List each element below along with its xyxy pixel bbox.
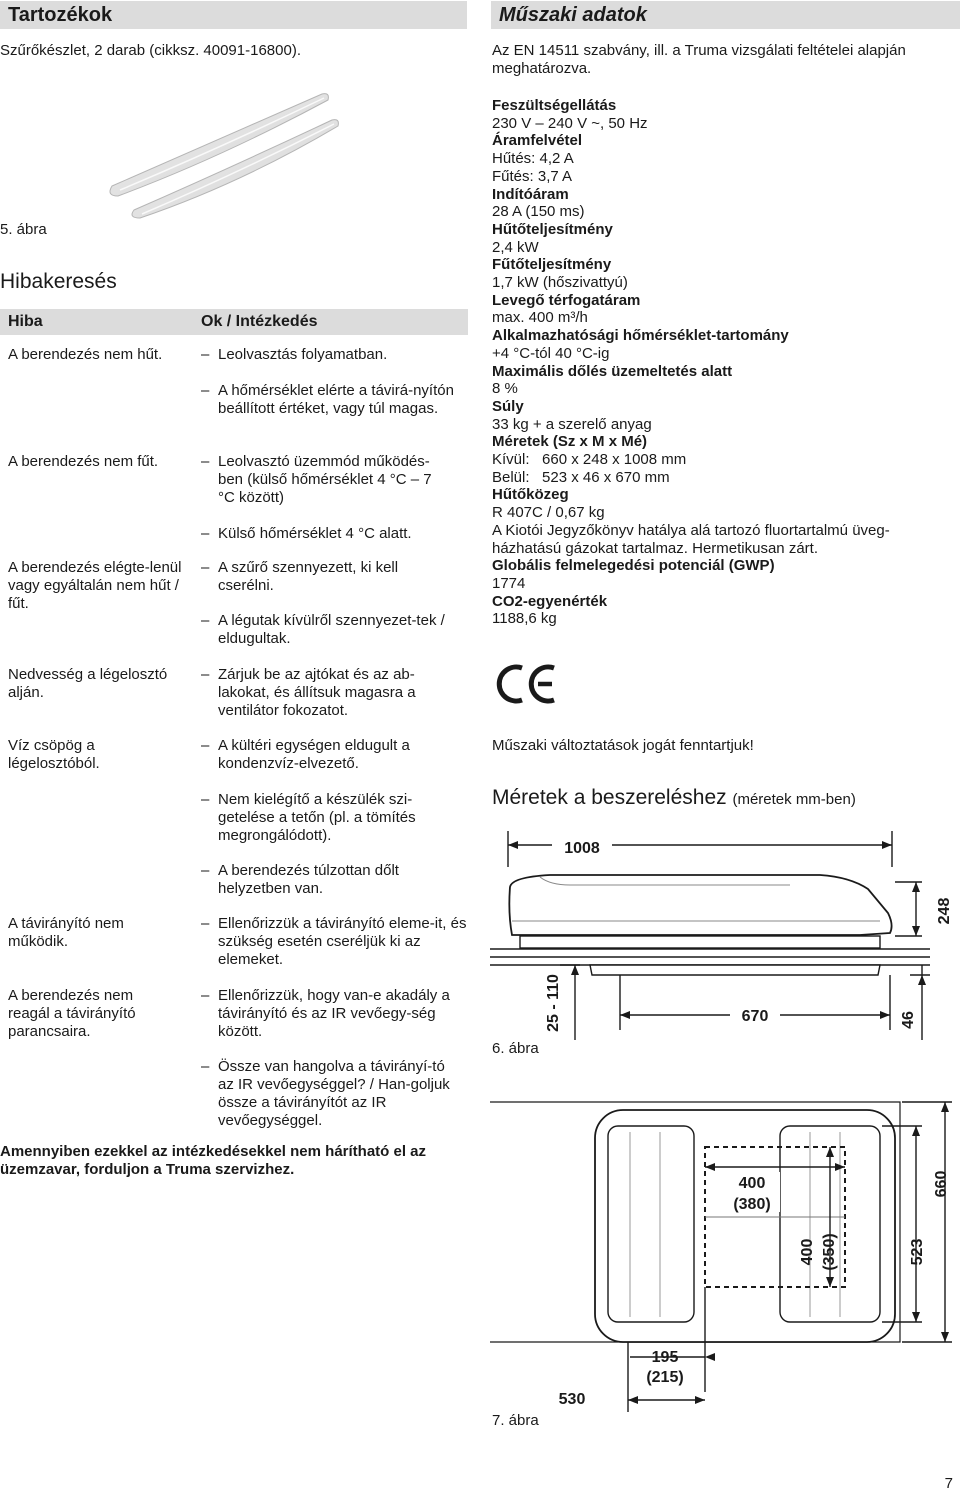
spec-label: Hűtőközeg (492, 486, 569, 504)
troubleshooting-heading: Hibakeresés (0, 270, 117, 293)
action-item: – A hőmérséklet elérte a távirá-nyítón beállított értéket, vagy túl magas. (201, 382, 454, 417)
problem-not-cooling: A berendezés nem hűt. (8, 346, 163, 363)
figure-7-caption: 7. ábra (492, 1412, 539, 1429)
action-item: – Külső hőmérséklet 4 °C alatt. (201, 525, 412, 542)
dim-inner-length-label: 670 (741, 1008, 769, 1025)
action-item: – Ellenőrizzük, hogy van-e akadály a távirányító és az IR vevőegy-ség között. (201, 987, 450, 1040)
technical-header-bar (491, 1, 960, 29)
spec-value: Hűtés: 4,2 A (492, 150, 574, 168)
spec-value: 1774 (492, 574, 526, 592)
filter-illustration (100, 88, 340, 223)
problem-water-dripping: Víz csöpög a légelosztóból. (8, 737, 100, 772)
dim-roof-label: 25 - 110 (545, 974, 562, 1032)
spec-value: max. 400 m³/h (492, 309, 588, 327)
spec-value: 1188,6 kg (492, 610, 557, 628)
dimensions-title: Méretek a beszereléshez (492, 786, 727, 809)
dim-cut-height-alt: (350) (821, 1233, 838, 1271)
spec-label: Maximális dőlés üzemeltetés alatt (492, 362, 733, 380)
figure-7-top-view (490, 1092, 960, 1417)
figure-6-side-view (490, 825, 960, 1060)
spec-label: Globális felmelegedési potenciál (GWP) (492, 557, 775, 575)
spec-label: Méretek (Sz x M x Mé) (492, 433, 648, 451)
spec-label: Áramfelvétel (492, 132, 583, 150)
dimensions-heading (492, 786, 856, 810)
action-item: – Össze van hangolva a távirányí-tó az IR vevőegységgel? / Han-goljuk össze a távirányítót az IR vevőegységgel. (201, 1058, 450, 1129)
spec-label: Indítóáram (492, 185, 569, 203)
spec-value: Kívül: 660 x 248 x 1008 mm (492, 451, 687, 469)
accessories-text: Szűrőkészlet, 2 darab (cikksz. 40091-16800). (0, 42, 301, 59)
ce-mark-icon (492, 662, 558, 706)
spec-value: 2,4 kW (492, 238, 539, 256)
problem-no-response: A berendezés nem reagál a távirányító parancsaira. (8, 987, 136, 1040)
troubleshooting-table-header (0, 309, 468, 335)
dimensions-subtitle: (méretek mm-ben) (732, 791, 856, 808)
dim-front: 530 (558, 1391, 586, 1408)
problem-moisture: Nedvesség a légelosztó alján. (8, 666, 168, 701)
technical-heading: Műszaki adatok (499, 4, 647, 26)
spec-value: 8 % (492, 380, 518, 398)
spec-value: R 407C / 0,67 kg (492, 504, 605, 522)
action-item: – Leolvasztó üzemmód működés-ben (külső hőmérséklet 4 °C – 7 °C között) (201, 453, 432, 506)
spec-value: A Kiotói Jegyzőkönyv hatálya alá tartozó fluortartalmú üveg-házhatású gázokat tartalmaz. Hermetikusan zárt. (492, 521, 890, 557)
spec-label: Feszültségellátás (492, 97, 617, 114)
spec-label: CO2-egyenérték (492, 592, 608, 610)
accessories-heading: Tartozékok (8, 4, 113, 26)
spec-value: 1,7 kW (hőszivattyú) (492, 274, 628, 292)
action-item: – A berendezés túlzottan dőlt helyzetben van. (201, 862, 399, 897)
spec-label: Fűtőteljesítmény (492, 256, 612, 274)
action-item: – Ellenőrizzük a távirányító eleme-it, és szükség esetén cseréljük ki az elemeket. (201, 915, 467, 968)
spec-value: Fűtés: 3,7 A (492, 167, 573, 185)
page-number: 7 (944, 1475, 953, 1492)
dim-height-label: 248 (936, 897, 953, 925)
figure-5-caption: 5. ábra (0, 221, 47, 238)
dim-length-label: 1008 (564, 840, 600, 857)
spec-value: 230 V – 240 V ~, 50 Hz (492, 114, 648, 132)
service-footnote: Amennyiben ezekkel az intézkedésekkel nem hárítható el az üzemzavar, forduljon a Truma szervizhez. (0, 1143, 427, 1178)
figure-6-caption: 6. ábra (492, 1040, 539, 1057)
action-item: – Zárjuk be az ajtókat és az ab-lakokat, és állítsuk magasra a ventilátor fokozatot. (201, 666, 416, 719)
accessories-header-bar (0, 1, 467, 29)
dim-outer-width: 660 (933, 1170, 950, 1198)
spec-value: +4 °C-tól 40 °C-ig (492, 344, 610, 362)
technical-intro: Az EN 14511 szabvány, ill. a Truma vizsgálati feltételei alapján meghatározva. (492, 42, 906, 77)
dim-offset-alt: (215) (646, 1369, 684, 1386)
problem-not-heating: A berendezés nem fűt. (8, 453, 159, 470)
action-item: – Nem kielégítő a készülék szi-getelése a tetőn (pl. a tömítés megrongálódott). (201, 791, 416, 844)
rights-notice: Műszaki változtatások jogát fenntartjuk! (492, 737, 754, 754)
spec-label: Hűtőteljesítmény (492, 220, 613, 238)
action-item: – A légutak kívülről szennyezet-tek / eldugultak. (201, 612, 445, 647)
spec-label: Súly (492, 397, 524, 415)
dim-cut-width: 400 (738, 1175, 766, 1192)
spec-value: 33 kg + a szerelő anyag (492, 415, 652, 433)
spec-label: Levegő térfogatáram (492, 291, 641, 309)
action-item: – Leolvasztás folyamatban. (201, 346, 388, 363)
dim-offset: 195 (651, 1349, 679, 1366)
spec-value: 28 A (150 ms) (492, 203, 585, 221)
dim-cut-width-alt: (380) (733, 1196, 771, 1213)
spec-list (492, 97, 952, 628)
spec-label: Alkalmazhatósági hőmérséklet-tartomány (492, 327, 789, 345)
dim-inner-height-label: 46 (900, 1011, 917, 1029)
problem-insufficient: A berendezés elégte-lenül vagy egyáltalán nem hűt / fűt. (8, 559, 182, 612)
action-item: – A szűrő szennyezett, ki kell cserélni. (201, 559, 399, 594)
action-item: – A kültéri egységen eldugult a kondenzvíz-elvezető. (201, 737, 410, 772)
dim-inner-width: 523 (909, 1238, 926, 1266)
col-action-label: Ok / Intézkedés (201, 313, 318, 330)
problem-remote-not-working: A távirányító nem működik. (8, 915, 124, 950)
dim-cut-height: 400 (799, 1238, 816, 1266)
spec-value: Belül: 523 x 46 x 670 mm (492, 468, 670, 486)
col-problem-label: Hiba (8, 313, 43, 330)
